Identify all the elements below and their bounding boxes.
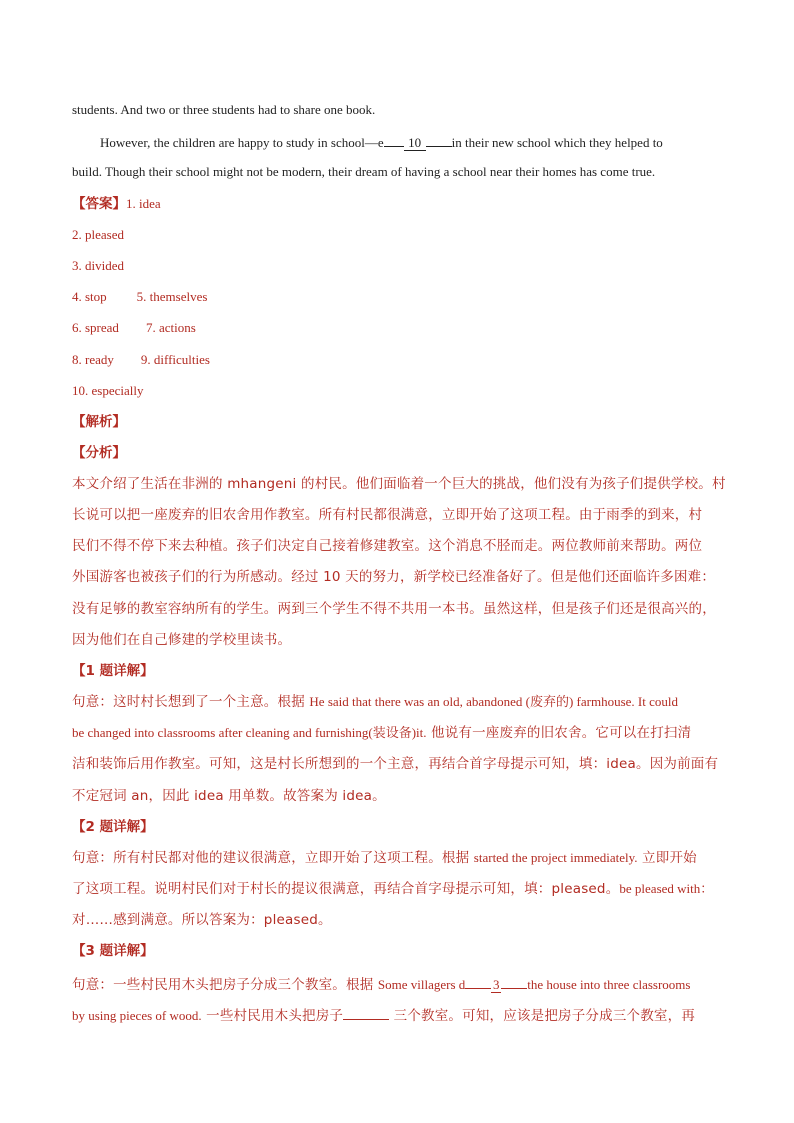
answer-item: 1. idea (126, 196, 161, 211)
q3-text: the house into three classrooms (527, 977, 691, 992)
q1-line (72, 723, 691, 743)
blank-underline (465, 973, 491, 989)
q2-line (72, 848, 697, 868)
blank-underline (426, 131, 452, 147)
q3-label: 【3 题详解】 (72, 943, 154, 959)
q2-text: 句意：所有村民都对他的建议很满意，立即开始了这项工程。根据 (72, 850, 474, 866)
answer-line (72, 225, 124, 245)
fenxi-text: 长说可以把一座废弃的旧农舍用作教室。所有村民都很满意，立即开始了这项工程。由于雨季的到来，村 (72, 507, 703, 523)
answer-line (72, 381, 143, 401)
fenxi-label: 【分析】 (72, 445, 126, 461)
answer-item: 7. actions (145, 320, 196, 335)
fenxi-text: 民们不得不停下来去种植。孩子们决定自己接着修建教室。这个消息不胫而走。两位教师前来帮助。两位 (72, 538, 703, 554)
q2-text: be pleased with： (619, 881, 714, 896)
fenxi-line (72, 567, 715, 587)
passage-line (72, 162, 655, 182)
blank-underline (384, 131, 404, 147)
answer-item: 6. spread (72, 320, 119, 335)
q2-text: started the project immediately. (473, 850, 638, 865)
fenxi-line (72, 536, 702, 556)
passage-text: students. And two or three students had to share one book. (72, 102, 376, 117)
q3-heading (72, 941, 154, 961)
blank-underline (343, 1004, 389, 1020)
q1-text: 洁和装饰后用作教室。可知，这是村长所想到的一个主意，再结合首字母提示可知，填：idea。因为前面有 (72, 756, 719, 772)
fenxi-line (72, 474, 726, 494)
answer-line (72, 318, 196, 338)
fenxi-text: 外国游客也被孩子们的行为所感动。经过 10 天的努力，新学校已经准备好了。但是他们还面临许多困难： (72, 569, 716, 585)
passage-line (72, 131, 663, 153)
answer-item: 8. ready (72, 352, 114, 367)
fenxi-text: 本文介绍了生活在非洲的 mhangeni 的村民。他们面临着一个巨大的挑战，他们没有为孩子们提供学校。村 (72, 476, 726, 492)
q1-text: be changed into classrooms after cleaning and furnishing(装设备)it. (72, 725, 427, 740)
passage-line (72, 100, 375, 120)
q2-line (72, 879, 713, 899)
q2-text: 了这项工程。说明村民们对于村长的提议很满意，再结合首字母提示可知，填：pleased。 (72, 881, 620, 897)
q3-text: 三个教室。可知，应该是把房子分成三个教室，再 (389, 1008, 696, 1024)
answer-item: 2. pleased (72, 227, 124, 242)
answer-item: 5. themselves (136, 289, 208, 304)
q1-text: He said that there was an old, abandoned (废弃的) farmhouse. It could (309, 694, 678, 709)
answer-item: 4. stop (72, 289, 107, 304)
fenxi-heading (72, 443, 126, 463)
q3-text: Some villagers d (377, 977, 466, 992)
fenxi-line (72, 599, 716, 619)
answer-item: 9. difficulties (140, 352, 210, 367)
q3-text: 句意：一些村民用木头把房子分成三个教室。根据 (72, 977, 378, 993)
answer-label: 【答案】 (72, 196, 126, 212)
q3-line (72, 1004, 695, 1026)
q1-heading (72, 661, 154, 681)
q1-line (72, 754, 718, 774)
fenxi-text: 因为他们在自己修建的学校里读书。 (72, 632, 292, 648)
answer-line (72, 287, 207, 307)
analysis-label: 【解析】 (72, 414, 126, 430)
q1-text: 不定冠词 an，因此 idea 用单数。故答案为 idea。 (72, 788, 386, 804)
answer-line (72, 256, 124, 276)
fenxi-text: 没有足够的教室容纳所有的学生。两到三个学生不得不共用一本书。虽然这样，但是孩子们还是很高兴的， (72, 601, 716, 617)
passage-text: in their new school which they helped to (451, 135, 663, 150)
q1-text: 句意：这时村长想到了一个主意。根据 (72, 694, 310, 710)
blank-number: 3 (493, 977, 500, 992)
analysis-heading (72, 412, 126, 432)
passage-text: build. Though their school might not be modern, their dream of having a school near their homes has come true. (72, 164, 656, 179)
answer-item: 10. especially (72, 383, 144, 398)
fenxi-line (72, 505, 702, 525)
q2-line (72, 910, 332, 930)
q2-label: 【2 题详解】 (72, 819, 154, 835)
q1-text: 他说有一座废弃的旧农舍。它可以在打扫清 (426, 725, 692, 741)
fenxi-line (72, 630, 291, 650)
q2-text: 对……感到满意。所以答案为：pleased。 (72, 912, 332, 928)
blank-underline (501, 973, 527, 989)
q3-text: 一些村民用木头把房子 (201, 1008, 344, 1024)
q3-line (72, 973, 690, 995)
q1-label: 【1 题详解】 (72, 663, 154, 679)
q1-line (72, 786, 386, 806)
q2-heading (72, 817, 154, 837)
passage-text: However, the children are happy to study in school—e (100, 135, 384, 150)
blank-number: 10 (404, 135, 426, 151)
q2-text: 立即开始 (637, 850, 697, 866)
q3-text: by using pieces of wood. (72, 1008, 202, 1023)
answer-line (72, 194, 161, 214)
q1-line (72, 692, 678, 712)
answer-line (72, 350, 210, 370)
answer-item: 3. divided (72, 258, 124, 273)
